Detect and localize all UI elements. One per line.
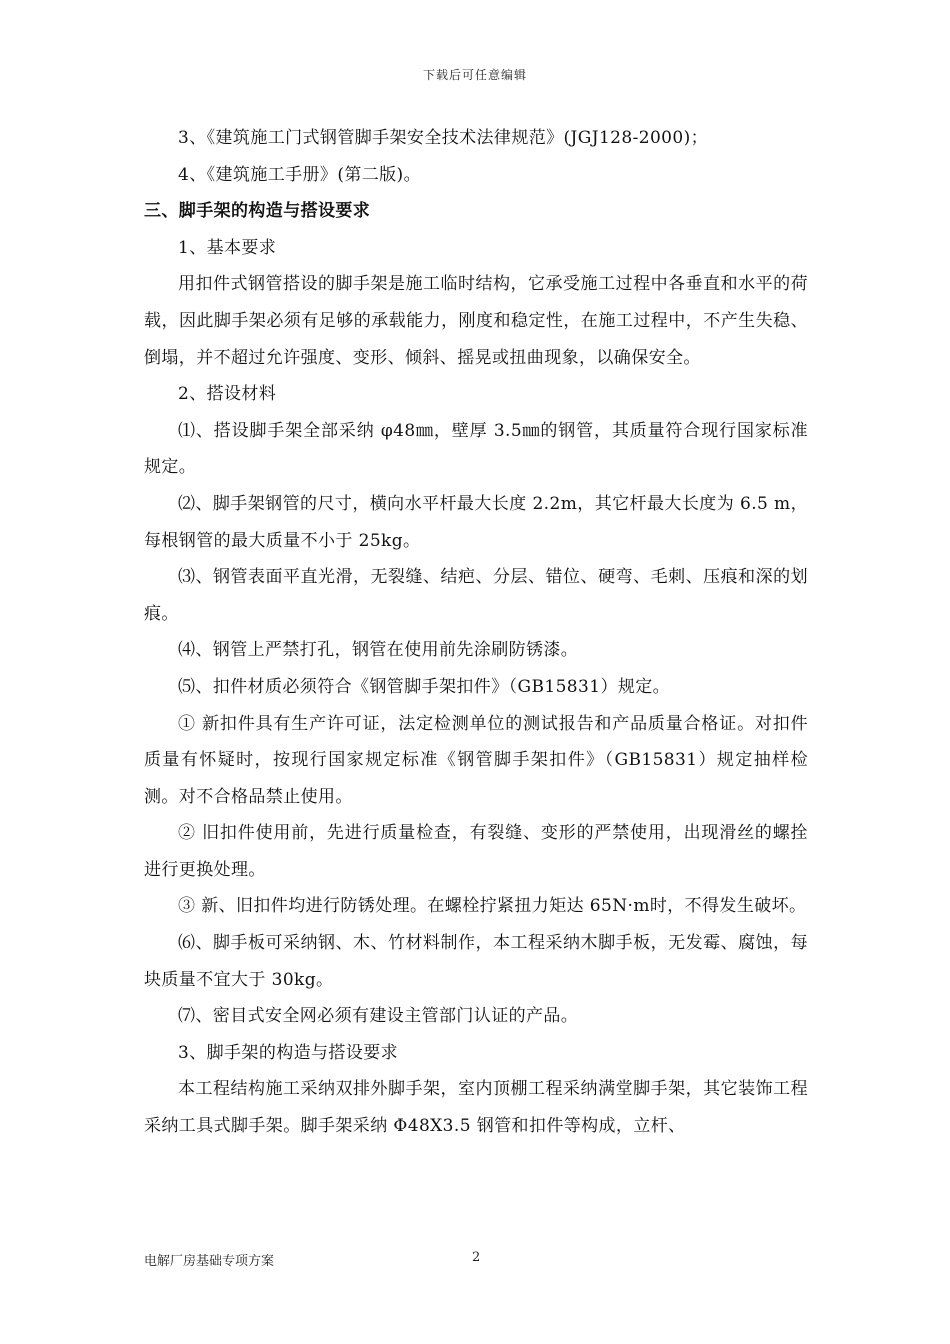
clamp-subitem-1: ① 新扣件具有生产许可证，法定检测单位的测试报告和产品质量合格证。对扣件质量有怀疑时，按现行国家规定标准《钢管脚手架扣件》（GB15831）规定抽样检测。对不合格品禁止使用。 xyxy=(144,713,808,807)
footer-document-name: 电解厂房基础专项方案 xyxy=(144,1254,275,1269)
subsection-heading-construction: 3、脚手架的构造与搭设要求 xyxy=(178,1042,399,1063)
clamp-subitem-2: ② 旧扣件使用前，先进行质量检查，有裂缝、变形的严禁使用，出现滑丝的螺拴进行更换处理。 xyxy=(144,823,808,880)
material-item-1: ⑴、搭设脚手架全部采纳 φ48㎜，壁厚 3.5㎜的钢管，其质量符合现行国家标准规定。 xyxy=(144,420,808,478)
construction-paragraph: 本工程结构施工采纳双排外脚手架，室内顶棚工程采纳满堂脚手架，其它装饰工程采纳工具式脚手架。脚手架采纳 Φ48X3.5 钢管和扣件等构成，立杆、 xyxy=(144,1079,808,1137)
material-item-7: ⑺、密目式安全网必须有建设主管部门认证的产品。 xyxy=(178,1006,579,1027)
subsection-heading-materials: 2、搭设材料 xyxy=(178,384,277,405)
subsection-heading-basic-requirements: 1、基本要求 xyxy=(178,237,277,258)
material-item-5: ⑸、扣件材质必须符合《钢管脚手架扣件》（GB15831）规定。 xyxy=(178,676,671,697)
page-footer xyxy=(144,1250,808,1270)
material-item-3: ⑶、钢管表面平直光滑，无裂缝、结疤、分层、错位、硬弯、毛刺、压痕和深的划痕。 xyxy=(144,567,808,624)
reference-item-4: 4、《建筑施工手册》(第二版)。 xyxy=(178,164,421,185)
material-item-2: ⑵、脚手架钢管的尺寸，横向水平杆最大长度 2.2m，其它杆最大长度为 6.5 m，每根钢管的最大质量不小于 25kg。 xyxy=(144,493,808,551)
clamp-subitem-3: ③ 新、旧扣件均进行防锈处理。在螺栓拧紧扭力矩达 65N·m时，不得发生破坏。 xyxy=(178,896,807,917)
material-item-6: ⑹、脚手板可采纳钢、木、竹材料制作，本工程采纳木脚手板，无发霉、腐蚀，每块质量不宜大于 30kg。 xyxy=(144,933,808,990)
basic-requirements-paragraph: 用扣件式钢管搭设的脚手架是施工临时结构，它承受施工过程中各垂直和水平的荷载，因此脚手架必须有足够的承载能力，刚度和稳定性，在施工过程中，不产生失稳、倒塌，并不超过允许强度、变形、倾斜、摇晃或扭曲现象，以确保安全。 xyxy=(144,274,808,368)
material-item-4: ⑷、钢管上严禁打孔，钢管在使用前先涂刷防锈漆。 xyxy=(178,640,579,661)
reference-item-3: 3、《建筑施工门式钢管脚手架安全技术法律规范》(JGJ128-2000)； xyxy=(178,128,709,148)
page-header-note: 下载后可任意编辑 xyxy=(422,68,527,82)
document-body xyxy=(144,120,808,1145)
page-number: 2 xyxy=(472,1250,481,1265)
section-heading: 三、脚手架的构造与搭设要求 xyxy=(144,201,371,222)
